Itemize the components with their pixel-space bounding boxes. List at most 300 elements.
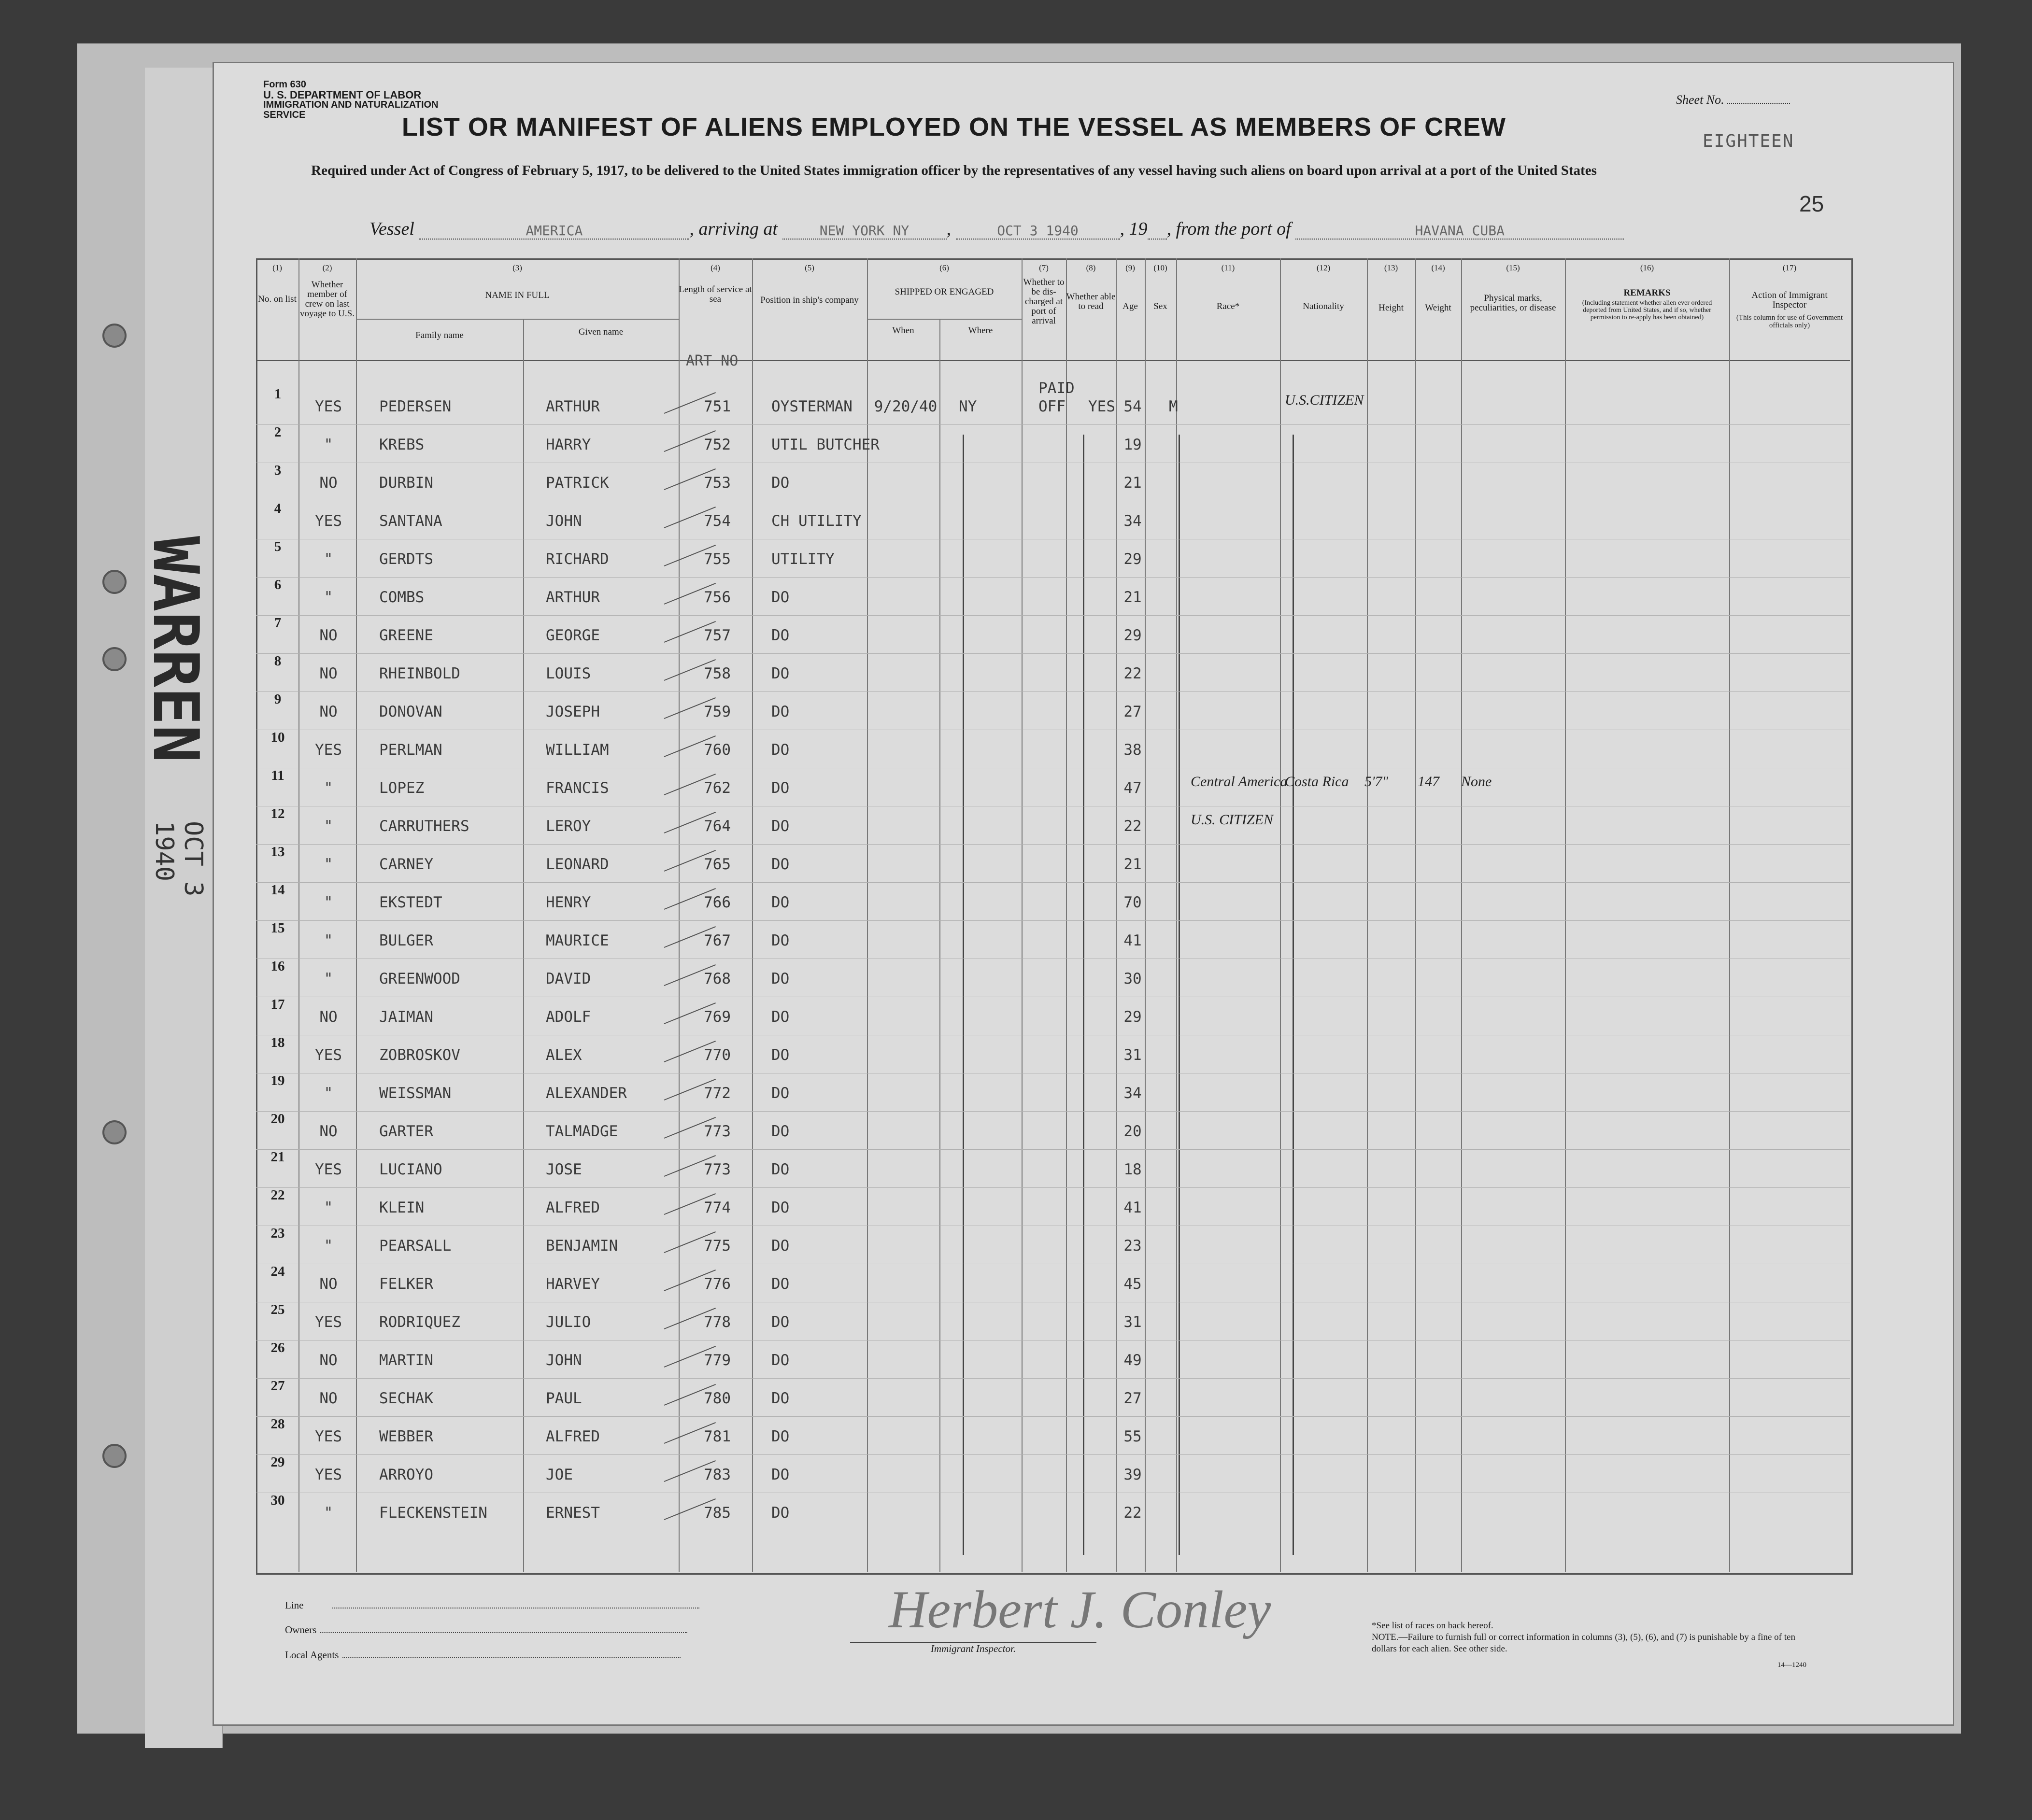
cell-given: ALFRED [546,1428,600,1445]
cell-given: ERNEST [546,1504,600,1522]
cell-n: 8 [274,653,282,669]
cell-svc: 785 [704,1504,731,1522]
cell-n: 4 [274,501,282,516]
cell-pos: DO [771,474,790,492]
cell-marks: None [1461,774,1492,790]
cell-family: FLECKENSTEIN [379,1504,487,1522]
cell-family: SANTANA [379,512,442,530]
page-number: 25 [1799,191,1824,216]
cell-family: GARTER [379,1123,433,1140]
cell-given: PATRICK [546,474,609,492]
cell-n: 24 [270,1264,285,1279]
table-row [256,380,1850,425]
cell-age: 22 [1123,1504,1142,1522]
cell-pos: DO [771,970,790,988]
punch-hole [102,647,127,671]
cell-prev: " [324,436,333,453]
cell-pos: DO [771,1275,790,1293]
cell-family: KREBS [379,436,425,453]
cell-prev: " [324,932,333,949]
cell-n: 7 [274,615,282,631]
cell-n: 23 [270,1226,285,1241]
cell-prev: " [324,550,333,568]
table-row [256,997,1850,1035]
cell-prev: YES [315,1466,342,1483]
cell-pos: UTIL BUTCHER [771,436,880,453]
col-physical-marks: Physical marks, peculiarities, or disease [1470,293,1556,313]
cell-age: 39 [1123,1466,1142,1483]
cell-prev: NO [319,1352,338,1369]
vessel-line: Vessel AMERICA , arriving at NEW YORK NY , OCT 3 1940 , 19 , from the port of HAVANA CUBA [369,218,1703,240]
cell-n: 21 [270,1149,285,1165]
cell-prev: YES [315,741,342,759]
cell-svc: 756 [704,589,731,606]
cell-svc: 757 [704,627,731,644]
cell-nat: Costa Rica [1285,774,1349,790]
cell-n: 19 [270,1073,285,1088]
table-row [256,844,1850,883]
agents-field: Local Agents [285,1649,681,1661]
cell-given: HENRY [546,894,591,911]
cell-prev: YES [315,1428,342,1445]
col-length-service: Length of service at sea [679,284,752,304]
col-inspector-action: Action of Immigrant Inspector [1751,290,1828,310]
cell-family: SECHAK [379,1390,433,1407]
cell-svc: 765 [704,856,731,873]
cell-family: LUCIANO [379,1161,442,1178]
cell-age: 31 [1123,1046,1142,1064]
cell-svc: 766 [704,894,731,911]
cell-age: 70 [1123,894,1142,911]
cell-pos: DO [771,818,790,835]
cell-pos: DO [771,741,790,759]
cell-family: EKSTEDT [379,894,442,911]
cell-age: 27 [1123,703,1142,720]
cell-family: PERLMAN [379,741,442,759]
cell-given: ADOLF [546,1008,591,1026]
cell-pos: DO [771,1352,790,1369]
cell-family: COMBS [379,589,425,606]
cell-n: 1 [274,386,282,402]
cell-prev: " [324,1085,333,1102]
table-row [256,1035,1850,1073]
cell-family: PEARSALL [379,1237,452,1255]
col-nationality: Nationality [1303,301,1344,311]
cell-family: RODRIQUEZ [379,1313,460,1331]
cell-when: 9/20/40 [874,398,938,415]
cell-prev: " [324,894,333,911]
cell-race: U.S. CITIZEN [1191,812,1273,828]
col-remarks: REMARKS [1623,288,1671,298]
col-age: Age [1123,301,1138,311]
col-height: Height [1378,303,1404,313]
cell-svc: 773 [704,1123,731,1140]
table-row [256,463,1850,501]
cell-pos: DO [771,1199,790,1216]
cell-wt: 147 [1418,774,1439,790]
col-able-read: Whether able to read [1066,292,1116,311]
col-previous-voyage: Whether member of crew on last voyage to U.S. [300,280,355,319]
cell-n: 26 [270,1340,285,1355]
table-row [256,1226,1850,1264]
cell-race: Central America [1191,774,1288,790]
cell-age: 29 [1123,1008,1142,1026]
cell-prev: NO [319,665,338,682]
cell-prev: YES [315,512,342,530]
form-code: 14—1240 [1777,1661,1806,1669]
cell-prev: NO [319,474,338,492]
cell-given: HARVEY [546,1275,600,1293]
cell-svc: 780 [704,1390,731,1407]
cell-n: 20 [270,1111,285,1127]
cell-n: 29 [270,1454,285,1470]
cell-given: GEORGE [546,627,600,644]
sheet-number: Sheet No. [1676,93,1790,107]
cell-svc: 781 [704,1428,731,1445]
cell-pos: DO [771,1466,790,1483]
art-no-label: ART NO [686,353,739,369]
inspector-label: Immigrant Inspector. [850,1642,1096,1655]
table-row [256,920,1850,959]
cell-svc: 752 [704,436,731,453]
cell-prev: YES [315,1313,342,1331]
cell-n: 3 [274,463,282,478]
table-row [256,653,1850,692]
cell-family: ZOBROSKOV [379,1046,460,1064]
cell-age: 27 [1123,1390,1142,1407]
cell-svc: 762 [704,779,731,797]
cell-family: RHEINBOLD [379,665,460,682]
cell-family: GREENE [379,627,433,644]
cell-given: JOSEPH [546,703,600,720]
cell-prev: YES [315,398,342,415]
sheet-stamp: EIGHTEEN [1703,131,1794,151]
cell-age: 21 [1123,474,1142,492]
cell-given: DAVID [546,970,591,988]
cell-svc: 783 [704,1466,731,1483]
cell-age: 34 [1123,512,1142,530]
cell-age: 22 [1123,818,1142,835]
owners-field: Owners [285,1624,687,1636]
cell-family: DURBIN [379,474,433,492]
cell-given: MAURICE [546,932,609,949]
cell-n: 2 [274,424,282,440]
cell-age: 29 [1123,550,1142,568]
cell-age: 31 [1123,1313,1142,1331]
cell-n: 15 [270,920,285,936]
cell-family: JAIMAN [379,1008,433,1026]
cell-prev: NO [319,1123,338,1140]
cell-given: JOHN [546,512,582,530]
cell-pos: DO [771,1123,790,1140]
cell-age: 49 [1123,1352,1142,1369]
footnote: *See list of races on back hereof. NOTE.—Failure to furnish full or correct information in columns (3), (5), (6), and (7) is punishable by a fine of ten dollars for each alien. See other side. [1372,1621,1795,1654]
cell-svc: 776 [704,1275,731,1293]
col-weight: Weight [1425,303,1451,313]
cell-pos: DO [771,703,790,720]
cell-pos: DO [771,665,790,682]
table-row [256,768,1850,806]
cell-age: 45 [1123,1275,1142,1293]
cell-prev: NO [319,1390,338,1407]
cell-svc: 759 [704,703,731,720]
vessel-value: AMERICA [419,223,689,240]
cell-n: 18 [270,1035,285,1050]
cell-svc: 772 [704,1085,731,1102]
cell-svc: 769 [704,1008,731,1026]
cell-svc: 751 [704,398,731,415]
table-row [256,1111,1850,1150]
page-subtitle: Required under Act of Congress of February 5, 1917, to be delivered to the United States immigration officer by the representatives of any vessel having such aliens on board upon arrival at a port of the United States [311,163,1597,178]
punch-hole [102,1120,127,1144]
cell-family: WEISSMAN [379,1085,452,1102]
table-row [256,1416,1850,1455]
cell-dis: PAID OFF [1038,380,1075,415]
cell-svc: 767 [704,932,731,949]
cell-given: LOUIS [546,665,591,682]
cell-prev: " [324,856,333,873]
cell-n: 13 [270,844,285,860]
form-number: Form 630 U. S. DEPARTMENT OF LABOR IMMIGRATION AND NATURALIZATION SERVICE [263,79,439,120]
cell-svc: 775 [704,1237,731,1255]
inspector-signature: Herbert J. Conley [889,1580,1271,1639]
cell-family: FELKER [379,1275,433,1293]
col-remarks-note: (Including statement whether alien ever ordered deported from United States, and if so, whether permission to re-apply has been obtained) [1582,299,1712,321]
line-field: Line [285,1599,699,1611]
cell-prev: " [324,1504,333,1522]
cell-given: LEONARD [546,856,609,873]
table-row [256,1187,1850,1226]
table-row [256,539,1850,578]
table-row [256,1149,1850,1188]
tab-name: WARREN [139,536,213,763]
col-name-in-full: NAME IN FULL [485,290,550,300]
cell-prev: " [324,818,333,835]
cell-n: 17 [270,997,285,1012]
cell-pos: DO [771,894,790,911]
table-row [256,424,1850,463]
cell-age: 21 [1123,856,1142,873]
page-title: LIST OR MANIFEST OF ALIENS EMPLOYED ON THE VESSEL AS MEMBERS OF CREW [401,113,1506,141]
cell-n: 10 [270,730,285,745]
cell-n: 22 [270,1187,285,1203]
col-where: Where [968,325,993,336]
cell-pos: DO [771,1085,790,1102]
table-row [256,1302,1850,1340]
cell-age: 41 [1123,932,1142,949]
cell-age: 30 [1123,970,1142,988]
cell-given: HARRY [546,436,591,453]
col-when: When [892,325,914,336]
cell-given: ARTHUR [546,398,600,415]
cell-given: JULIO [546,1313,591,1331]
col-position: Position in ship's company [760,295,859,305]
cell-pos: OYSTERMAN [771,398,853,415]
cell-svc: 753 [704,474,731,492]
table-row [256,691,1850,730]
cell-family: MARTIN [379,1352,433,1369]
table-row [256,577,1850,616]
cell-svc: 760 [704,741,731,759]
cell-given: RICHARD [546,550,609,568]
cell-svc: 773 [704,1161,731,1178]
cell-n: 5 [274,539,282,554]
cell-pos: DO [771,1428,790,1445]
cell-n: 6 [274,577,282,593]
cell-given: TALMADGE [546,1123,618,1140]
col-family-name: Family name [415,330,464,340]
cell-svc: 758 [704,665,731,682]
cell-age: 29 [1123,627,1142,644]
cell-pos: DO [771,1046,790,1064]
cell-family: PEDERSEN [379,398,452,415]
cell-n: 30 [270,1493,285,1508]
col-no-on-list: No. on list [258,294,297,304]
col-shipped: SHIPPED OR ENGAGED [895,287,994,297]
cell-pos: DO [771,1313,790,1331]
cell-n: 16 [270,959,285,974]
punch-hole [102,1444,127,1468]
arriving-value: NEW YORK NY [782,223,947,240]
cell-pos: DO [771,1390,790,1407]
cell-n: 27 [270,1378,285,1394]
cell-family: CARNEY [379,856,433,873]
table-row [256,1264,1850,1302]
cell-prev: YES [315,1046,342,1064]
cell-given: JOHN [546,1352,582,1369]
col-race: Race* [1216,301,1240,311]
cell-family: WEBBER [379,1428,433,1445]
cell-sex: M [1169,398,1178,415]
cell-given: JOE [546,1466,573,1483]
table-row [256,730,1850,768]
col-inspector-note: (This column for use of Government officials only) [1736,314,1843,329]
cell-svc: 778 [704,1313,731,1331]
cell-pos: DO [771,1504,790,1522]
table-row [256,1378,1850,1417]
cell-pos: DO [771,779,790,797]
cell-family: ARROYO [379,1466,433,1483]
cell-given: ARTHUR [546,589,600,606]
cell-pos: DO [771,627,790,644]
cell-pos: CH UTILITY [771,512,862,530]
cell-svc: 754 [704,512,731,530]
cell-prev: " [324,1237,333,1255]
cell-given: PAUL [546,1390,582,1407]
cell-prev: " [324,779,333,797]
cell-given: FRANCIS [546,779,609,797]
cell-given: LEROY [546,818,591,835]
from-port-value: HAVANA CUBA [1295,223,1624,240]
cell-n: 25 [270,1302,285,1317]
cell-pos: DO [771,1161,790,1178]
cell-svc: 764 [704,818,731,835]
cell-prev: NO [319,703,338,720]
punch-hole [102,570,127,594]
punch-hole [102,324,127,348]
table-row [256,615,1850,654]
cell-pos: DO [771,932,790,949]
cell-svc: 779 [704,1352,731,1369]
cell-prev: NO [319,1008,338,1026]
cell-age: 22 [1123,665,1142,682]
cell-nat: U.S.CITIZEN [1285,392,1364,408]
cell-svc: 774 [704,1199,731,1216]
cell-family: CARRUTHERS [379,818,469,835]
cell-prev: " [324,589,333,606]
table-row [256,1493,1850,1531]
table-row [256,959,1850,997]
cell-prev: YES [315,1161,342,1178]
cell-family: DONOVAN [379,703,442,720]
cell-given: WILLIAM [546,741,609,759]
table-row [256,1073,1850,1112]
cell-prev: NO [319,627,338,644]
cell-family: LOPEZ [379,779,425,797]
cell-given: BENJAMIN [546,1237,618,1255]
cell-n: 11 [271,768,284,783]
cell-age: 18 [1123,1161,1142,1178]
cell-n: 12 [270,806,285,821]
cell-age: 21 [1123,589,1142,606]
cell-given: ALEX [546,1046,582,1064]
col-given-name: Given name [578,327,624,337]
cell-n: 28 [270,1416,285,1432]
table-row [256,882,1850,921]
cell-prev: NO [319,1275,338,1293]
cell-family: GREENWOOD [379,970,460,988]
cell-pos: DO [771,856,790,873]
cell-age: 47 [1123,779,1142,797]
cell-family: BULGER [379,932,433,949]
cell-n: 14 [270,882,285,898]
table-row [256,501,1850,539]
col-sex: Sex [1153,301,1167,311]
table-row [256,1454,1850,1493]
cell-age: 23 [1123,1237,1142,1255]
cell-age: 19 [1123,436,1142,453]
table-row [256,806,1850,845]
cell-svc: 770 [704,1046,731,1064]
cell-where: NY [959,398,977,415]
cell-age: 20 [1123,1123,1142,1140]
cell-read: YES [1088,398,1115,415]
cell-svc: 768 [704,970,731,988]
cell-given: JOSE [546,1161,582,1178]
date-value: OCT 3 1940 [956,223,1120,240]
cell-given: ALFRED [546,1199,600,1216]
cell-age: 34 [1123,1085,1142,1102]
cell-age: 41 [1123,1199,1142,1216]
tab-date: OCT 3 1940 [150,821,208,897]
cell-family: GERDTS [379,550,433,568]
cell-svc: 755 [704,550,731,568]
cell-family: KLEIN [379,1199,425,1216]
cell-age: 54 [1123,398,1142,415]
cell-n: 9 [274,691,282,707]
cell-age: 38 [1123,741,1142,759]
cell-pos: UTILITY [771,550,835,568]
table-row [256,1340,1850,1379]
col-discharged: Whether to be dis-charged at port of arrival [1023,277,1065,326]
cell-prev: " [324,970,333,988]
cell-ht: 5'7" [1364,774,1389,790]
cell-pos: DO [771,1237,790,1255]
cell-age: 55 [1123,1428,1142,1445]
cell-pos: DO [771,589,790,606]
cell-given: ALEXANDER [546,1085,627,1102]
cell-pos: DO [771,1008,790,1026]
